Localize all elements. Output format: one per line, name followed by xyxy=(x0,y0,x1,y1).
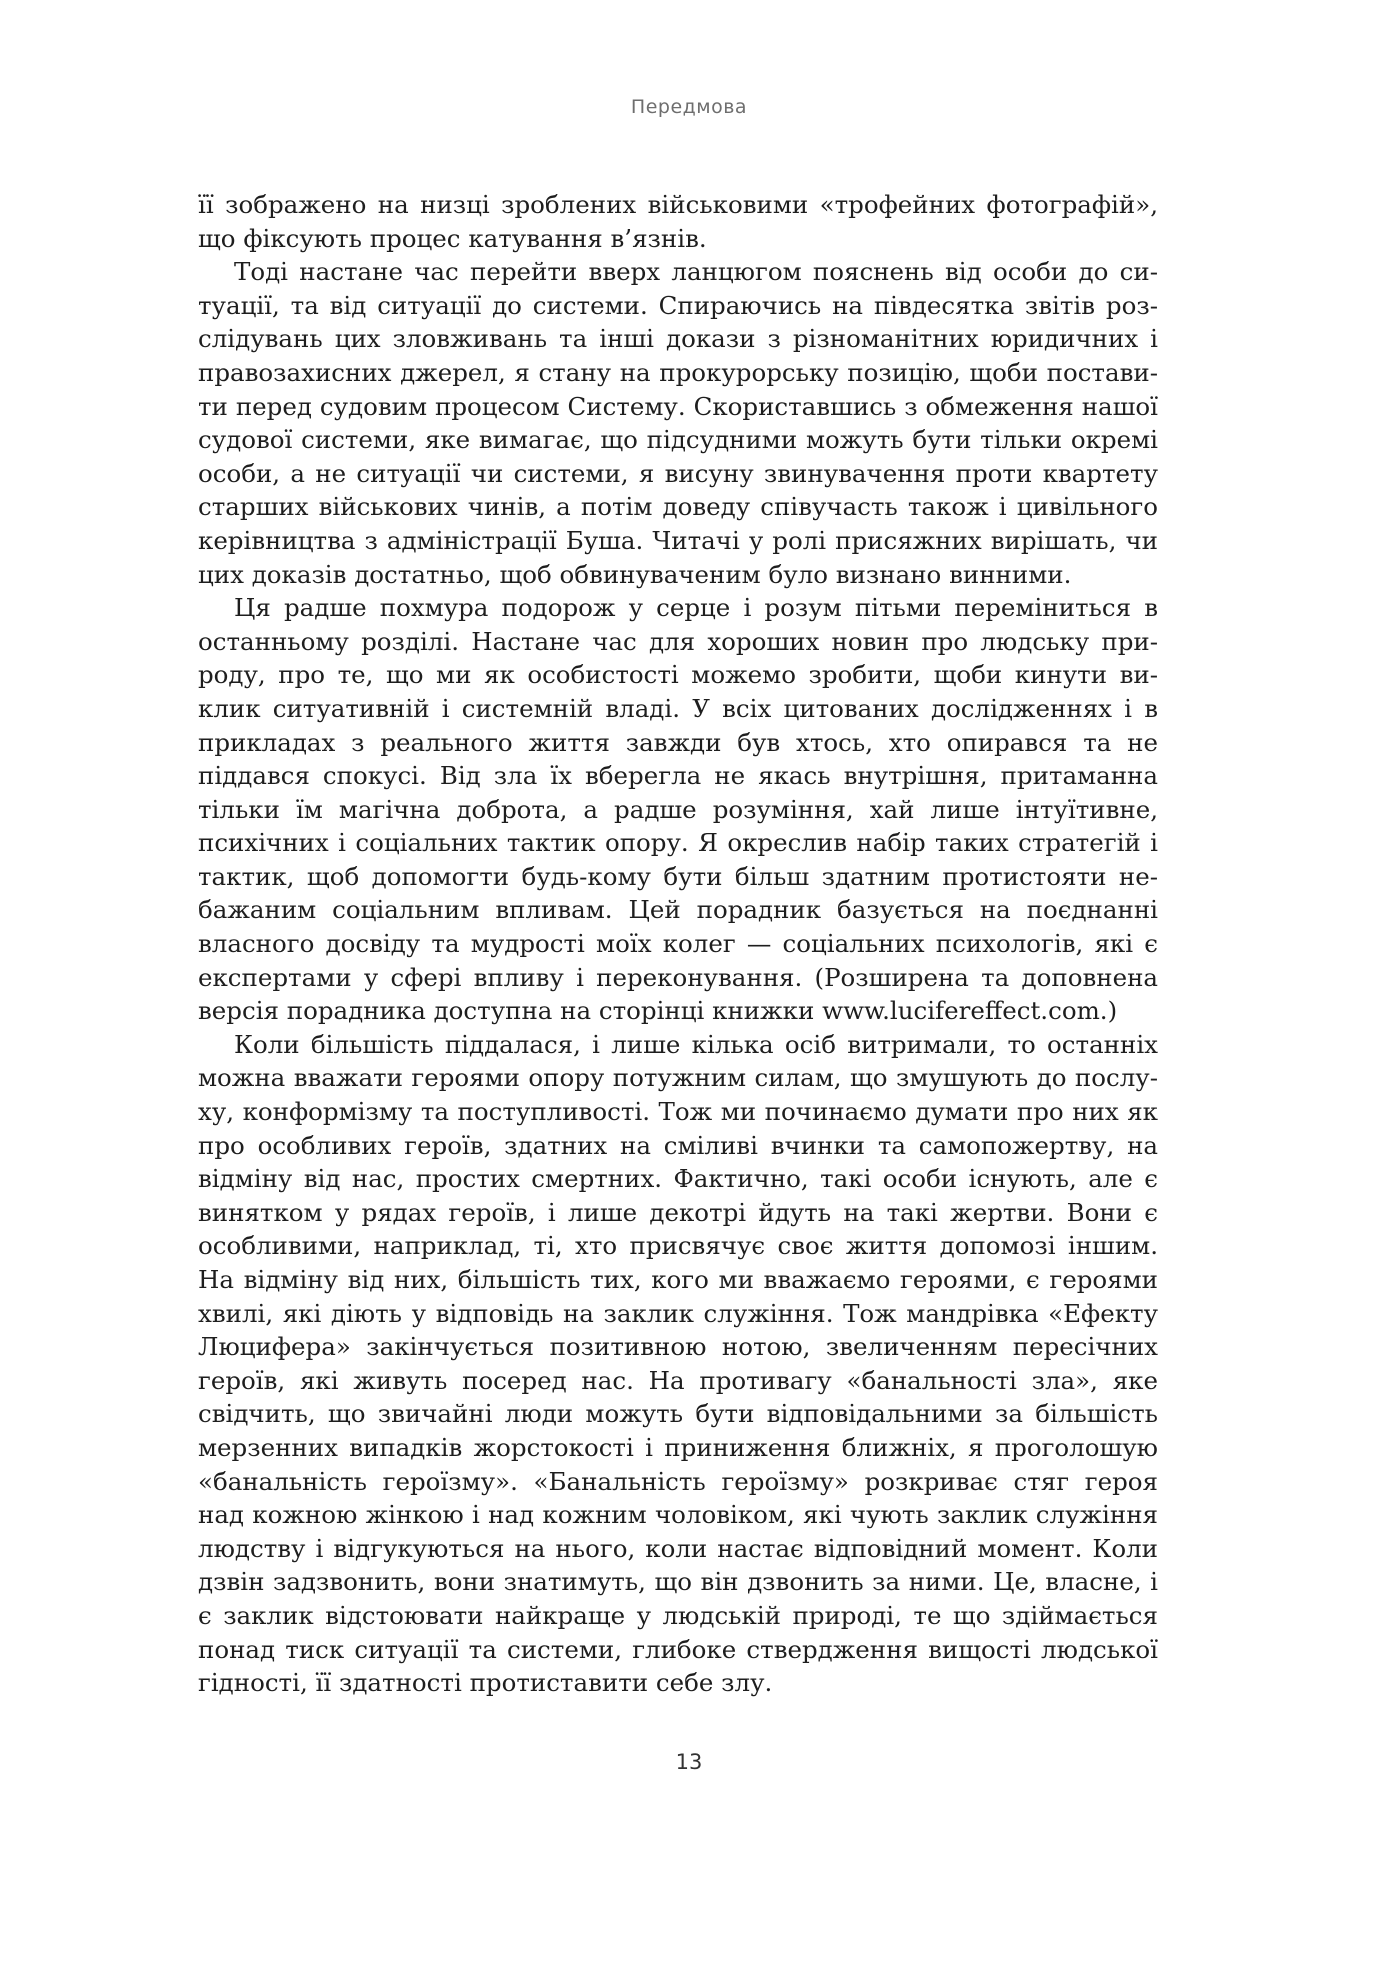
paragraph-banality-of-heroism: Коли більшість піддалася, і лише кілька осіб витримали, то останніх можна вважати героями опору потужним силам, що змушують до послуху, конформізму та поступливості. Тож ми починаємо думати про них як про особливих героїв, здатних на сміливі вчинки та самопожертву, на відміну від нас, простих смертних. Фактично, такі особи існують, але є винятком у рядах героїв, і лише декотрі йдуть на такі жертви. Вони є особливими, наприклад, ті, хто присвячує своє життя допомозі іншим. На відміну від них, більшість тих, кого ми вважаємо героями, є героями хвилі, які діють у відповідь на заклик служіння. Тож мандрівка «Ефекту Люцифера» закінчується позитивною нотою, звеличенням пересічних героїв, які живуть посеред нас. На противагу «банальності зла», яке свідчить, що звичайні люди можуть бути відповідальними за більшість мерзенних випадків жорстокості і приниження ближніх, я проголошую «банальність героїзму». «Банальність героїзму» розкриває стяг героя над кожною жінкою і над кожним чоловіком, які чують заклик служіння людству і відгукуються на нього, коли настає відповідний момент. Коли дзвін задзвонить, вони знатимуть, що він дзвонить за ними. Це, власне, і є заклик відстоювати найкраще у людській природі, те що здіймається понад тиск ситуації та системи, глибоке ствердження вищості людської гідності, її здатності протиставити себе злу. xyxy=(198,1029,1158,1698)
paragraph-continuation: її зображено на низці зроблених військовими «трофейних фотографій», що фіксують процес катування в’язнів. xyxy=(198,190,1158,253)
paragraph-system-prosecution: Тоді настане час перейти вверх ланцюгом пояснень від особи до ситуації, та від ситуації до системи. Спираючись на півдесятка звітів розслідувань цих зловживань та інші докази з різноманітних юридичних і правозахисних джерел, я стану на прокурорську позицію, щоби поставити перед судовим процесом Систему. Скориставшись з обмеження нашої судової системи, яке вимагає, що підсудними можуть бути тільки окремі особи, а не ситуації чи системи, я висуну звинувачення проти квартету старших військових чинів, а потім доведу співучасть також і цивільного керівництва з адміністрації Буша. Читачі у ролі присяжних вирішать, чи цих доказів достатньо, щоб обвинуваченим було визнано винними. xyxy=(198,257,1158,589)
running-head: Передмова xyxy=(630,96,748,118)
paragraph-resistance-tactics: Ця радше похмура подорож у серце і розум пітьми переміниться в останньому розділі. Настане час для хороших новин про людську природу, про те, що ми як особистості можемо зробити, щоби кинути виклик ситуативній і системній владі. У всіх цитованих дослідженнях і в прикладах з реального життя завжди був хтось, хто опирався та не піддався спокусі. Від зла їх вберегла не якась внутрішня, притаманна тільки їм магічна доброта, а радше розуміння, хай лише інтуїтивне, психічних і соціальних тактик опору. Я окреслив набір таких стратегій і тактик, щоб допомогти будь-кому бути більш здатним протистояти небажаним соціальним впливам. Цей порадник базується на поєднанні власного досвіду та мудрості моїх колег — соціальних психологів, які є експертами у сфері впливу і переконування. (Розширена та доповнена версія порадника доступна на сторінці книжки www.lucifereffect.com.) xyxy=(198,593,1158,1026)
page-number: 13 xyxy=(675,1750,703,1774)
body-text xyxy=(198,188,1158,1700)
